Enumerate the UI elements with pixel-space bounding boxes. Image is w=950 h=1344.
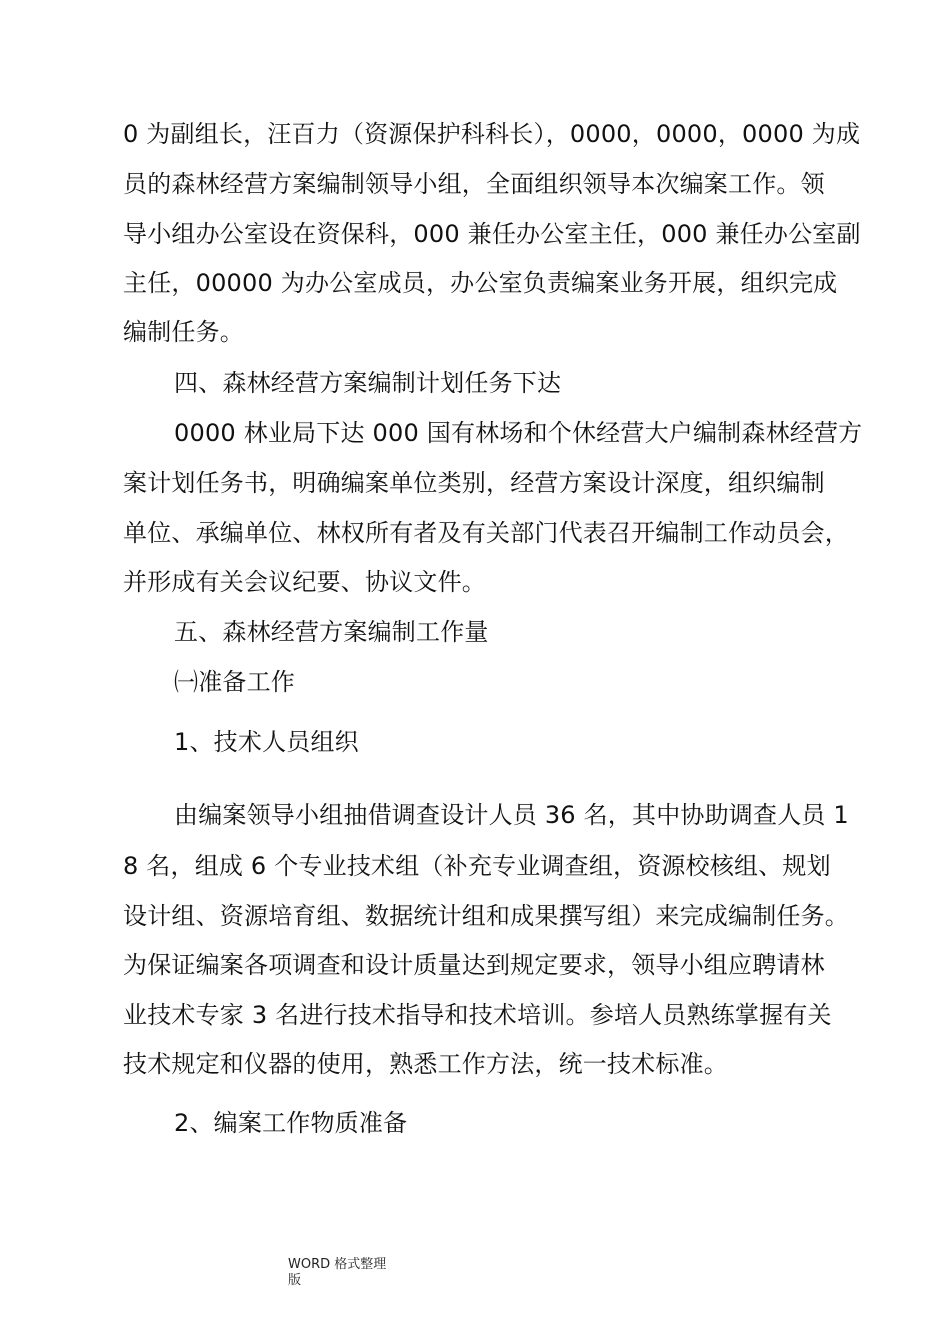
- list-item-heading: 2、编案工作物质准备: [174, 1109, 408, 1137]
- body-text-line: 8 名，组成 6 个专业技术组（补充专业调查组，资源校核组、规划: [123, 852, 831, 880]
- body-text-line: 0 为副组长，汪百力（资源保护科科长），0000，0000，0000 为成: [123, 120, 861, 148]
- list-item-heading: 1、技术人员组织: [174, 728, 359, 756]
- body-text-line: 设计组、资源培育组、数据统计组和成果撰写组）来完成编制任务。: [123, 902, 849, 930]
- subsection-heading: ㈠准备工作: [174, 668, 295, 696]
- body-text-line: 由编案领导小组抽借调查设计人员 36 名，其中协助调查人员 1: [174, 801, 849, 829]
- body-text-line: 单位、承编单位、林权所有者及有关部门代表召开编制工作动员会，: [123, 519, 849, 547]
- body-text-line: 员的森林经营方案编制领导小组，全面组织领导本次编案工作。领: [123, 170, 825, 198]
- body-text-line: 编制任务。: [123, 318, 244, 346]
- body-text-line: 导小组办公室设在资保科，000 兼任办公室主任，000 兼任办公室副: [123, 220, 861, 248]
- section-heading: 五、森林经营方案编制工作量: [174, 618, 489, 646]
- body-text-line: 业技术专家 3 名进行技术指导和技术培训。参培人员熟练掌握有关: [123, 1001, 832, 1029]
- body-text-line: 0000 林业局下达 000 国有林场和个休经营大户编制森林经营方: [174, 419, 863, 447]
- footer-text: 版: [288, 1273, 302, 1288]
- body-text-line: 主任，00000 为办公室成员，办公室负责编案业务开展，组织完成: [123, 269, 838, 297]
- body-text-line: 技术规定和仪器的使用，熟悉工作方法，统一技术标准。: [123, 1050, 728, 1078]
- footer-text: WORD 格式整理: [288, 1257, 387, 1272]
- section-heading: 四、森林经营方案编制计划任务下达: [174, 369, 562, 397]
- body-text-line: 为保证编案各项调查和设计质量达到规定要求，领导小组应聘请林: [123, 951, 825, 979]
- body-text-line: 并形成有关会议纪要、协议文件。: [123, 568, 486, 596]
- body-text-line: 案计划任务书，明确编案单位类别，经营方案设计深度，组织编制: [123, 469, 825, 497]
